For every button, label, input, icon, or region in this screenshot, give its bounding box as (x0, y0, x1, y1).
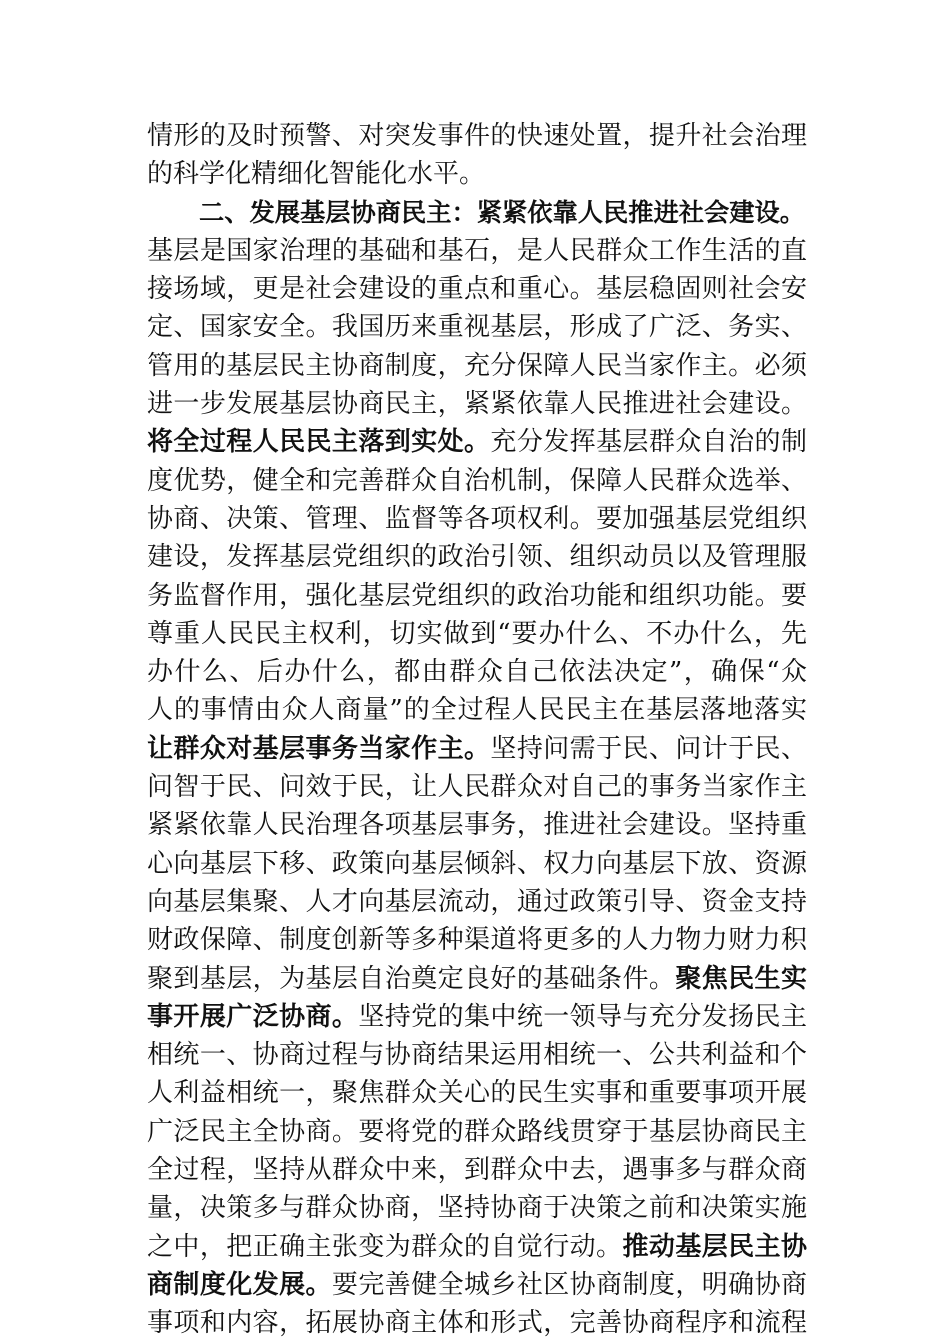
text-line (147, 462, 807, 500)
text-line (147, 1113, 807, 1151)
body-text-segment: 坚持党的集中统一领导与充分发扬民主 (358, 1001, 807, 1032)
body-text-segment: 建设，发挥基层党组织的政治引领、组织动员以及管理服 (147, 542, 807, 573)
text-line (147, 653, 807, 691)
text-line (147, 1304, 807, 1342)
text-line (147, 1228, 807, 1266)
body-text-segment: 情形的及时预警、对突发事件的快速处置，提升社会治理 (147, 121, 807, 151)
body-text-segment: 要完善健全城乡社区协商制度，明确协商 (331, 1269, 807, 1300)
body-text-segment: 充分发挥基层群众自治的制 (490, 427, 807, 458)
text-line (147, 883, 807, 921)
body-text-segment: 办什么、后办什么，都由群众自己依法决定”，确保“众 (147, 657, 807, 688)
bold-heading-text: 让群众对基层事务当家作主。 (147, 733, 491, 764)
bold-heading-text: 聚焦民生实 (675, 963, 807, 994)
bold-heading-text: 推动基层民主协 (622, 1231, 807, 1262)
text-line (147, 308, 807, 346)
body-text-segment: 尊重人民民主权利，切实做到“要办什么、不办什么，先 (147, 618, 807, 649)
text-line (147, 385, 807, 423)
body-text-segment: 财政保障、制度创新等多种渠道将更多的人力物力财力积 (147, 925, 807, 956)
text-line (147, 194, 807, 232)
text-line (147, 1074, 807, 1112)
body-text-segment: 相统一、协商过程与协商结果运用相统一、公共利益和个 (147, 1040, 807, 1071)
text-line (147, 998, 807, 1036)
text-line (147, 1036, 807, 1074)
body-text-segment: 管用的基层民主协商制度，充分保障人民当家作主。必须 (147, 350, 807, 381)
body-text-segment: 广泛民主全协商。要将党的群众路线贯穿于基层协商民主 (147, 1116, 807, 1147)
text-line (147, 615, 807, 653)
body-text-segment: 定、国家安全。我国历来重视基层，形成了广泛、务实、 (147, 312, 807, 343)
body-text-segment: 人的事情由众人商量”的全过程人民民主在基层落地落实 (147, 695, 807, 726)
text-line (147, 538, 807, 576)
text-line (147, 1151, 807, 1189)
body-text-segment: 心向基层下移、政策向基层倾斜、权力向基层下放、资源 (147, 848, 807, 879)
text-line (147, 1189, 807, 1227)
text-line (147, 730, 807, 768)
text-line (147, 845, 807, 883)
text-line (147, 423, 807, 461)
body-text-segment: 协商、决策、管理、监督等各项权利。要加强基层党组织 (147, 503, 807, 534)
text-line (147, 960, 807, 998)
text-line (147, 577, 807, 615)
text-line (147, 1266, 807, 1304)
body-text-segment: 的科学化精细化智能化水平。 (147, 159, 486, 190)
text-line (147, 155, 807, 193)
body-text-segment: 进一步发展基层协商民主，紧紧依靠人民推进社会建设。 (147, 389, 807, 420)
body-text (147, 117, 807, 1343)
body-text-segment: 务监督作用，强化基层党组织的政治功能和组织功能。要 (147, 580, 807, 611)
body-text-segment: 之中，把正确主张变为群众的自觉行动。 (147, 1231, 623, 1262)
text-line (147, 347, 807, 385)
body-text-segment: 基层是国家治理的基础和基石，是人民群众工作生活的直 (147, 235, 807, 266)
bold-heading-text: 将全过程人民民主落到实处。 (147, 427, 491, 458)
bold-heading-text: 商制度化发展。 (147, 1269, 332, 1300)
body-text-segment: 度优势，健全和完善群众自治机制，保障人民群众选举、 (147, 465, 807, 496)
body-text-segment: 问智于民、问效于民，让人民群众对自己的事务当家作主 (147, 772, 807, 803)
body-text-segment: 接场域，更是社会建设的重点和重心。基层稳固则社会安 (147, 274, 807, 305)
body-text-segment: 紧紧依靠人民治理各项基层事务，推进社会建设。坚持重 (147, 810, 807, 841)
text-line (147, 768, 807, 806)
body-text-segment: 量，决策多与群众协商，坚持协商于决策之前和决策实施 (147, 1193, 807, 1224)
bold-heading-text: 二、发展基层协商民主：紧紧依靠人民推进社会建设。 (199, 197, 805, 227)
body-text-segment: 聚到基层，为基层自治奠定良好的基础条件。 (147, 963, 676, 994)
body-text-segment: 事项和内容，拓展协商主体和形式，完善协商程序和流程 (147, 1308, 807, 1339)
text-line (147, 270, 807, 308)
text-line (147, 921, 807, 959)
body-text-segment: 全过程，坚持从群众中来，到群众中去，遇事多与群众商 (147, 1155, 807, 1186)
text-line (147, 691, 807, 729)
body-text-segment: 坚持问需于民、问计于民、 (490, 733, 807, 764)
text-line (147, 500, 807, 538)
body-text-segment: 向基层集聚、人才向基层流动，通过政策引导、资金支持 (147, 886, 807, 917)
text-line (147, 806, 807, 844)
body-text-segment: 人利益相统一，聚焦群众关心的民生实事和重要事项开展 (147, 1078, 807, 1109)
bold-heading-text: 事开展广泛协商。 (147, 1001, 359, 1032)
text-line (147, 117, 807, 155)
text-line (147, 232, 807, 270)
